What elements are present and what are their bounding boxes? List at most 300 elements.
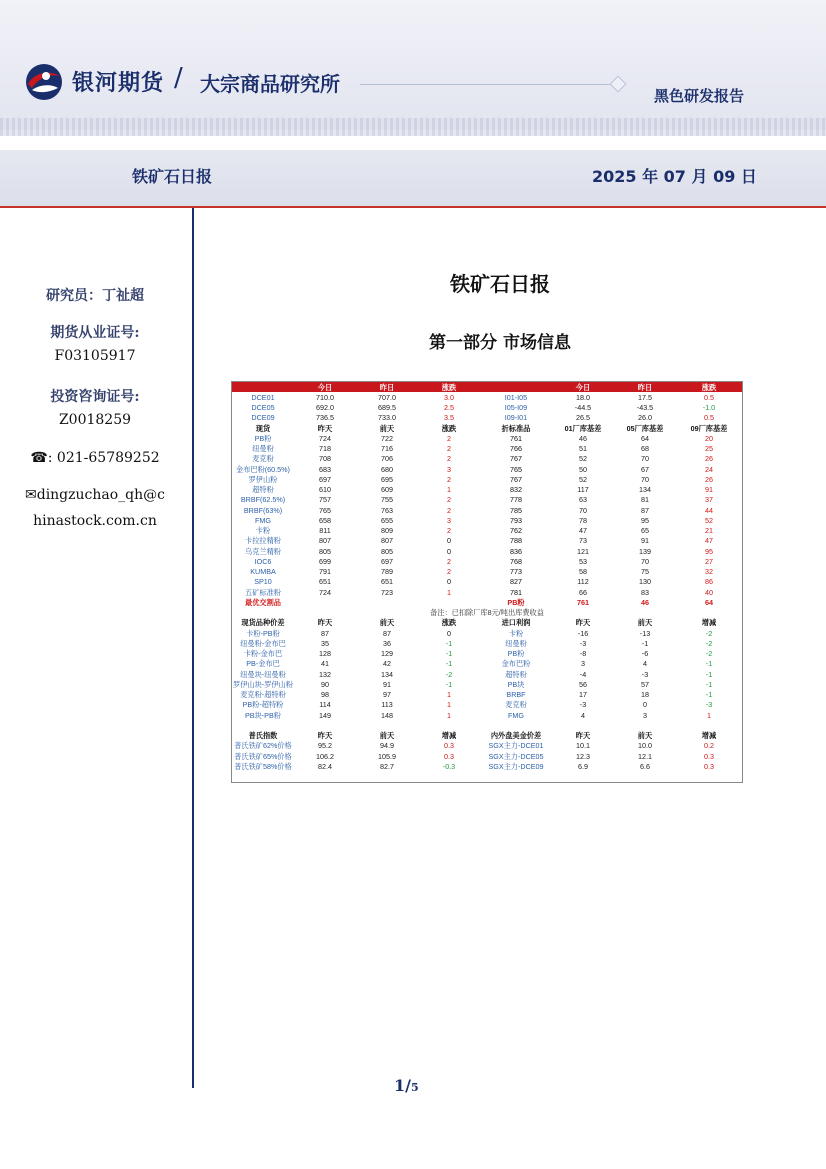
table-cell: 五矿标准粉 [245, 587, 281, 597]
table-cell: 83 [641, 587, 649, 597]
table-cell: 1 [447, 700, 451, 710]
table-cell: 金布巴粉(60.5%) [236, 464, 290, 474]
table-cell: 现货品种价差 [241, 618, 285, 628]
table-cell: 766 [510, 444, 522, 454]
table-cell: 卡粉-PB粉 [246, 628, 280, 638]
table-cell: 655 [381, 515, 393, 525]
table-cell: 0 [447, 577, 451, 587]
table-cell: 82.4 [318, 761, 332, 771]
table-cell: 95 [641, 515, 649, 525]
table-cell: I09-I01 [504, 413, 528, 423]
table-cell: 52 [705, 515, 713, 525]
table-cell: 52 [579, 474, 587, 484]
table-cell: 64 [705, 597, 713, 607]
table-cell: 26.0 [638, 413, 652, 423]
table-cell: 724 [319, 433, 331, 443]
table-cell: 610 [319, 485, 331, 495]
table-cell: 47 [705, 536, 713, 546]
table-cell: 1 [707, 710, 711, 720]
table-cell: 昨日 [614, 382, 676, 392]
table-cell: 昨日 [356, 382, 418, 392]
table-cell: 75 [641, 567, 649, 577]
table-cell: FMG [508, 710, 524, 720]
table-cell: 129 [381, 649, 393, 659]
galaxy-logo-icon [24, 62, 64, 102]
table-cell: 128 [319, 649, 331, 659]
table-cell: 651 [319, 577, 331, 587]
table-cell: 2 [447, 433, 451, 443]
sidebar-divider [192, 208, 194, 1088]
table-cell: I05-I09 [504, 403, 528, 413]
table-cell: 25 [705, 444, 713, 454]
table-cell: 前天 [379, 423, 395, 433]
email-line-2: hinastock.com.cn [33, 513, 157, 529]
table-cell: 64 [641, 433, 649, 443]
table-cell: IOC6 [254, 556, 272, 566]
table-cell: 10.0 [638, 741, 652, 751]
table-cell: 767 [510, 474, 522, 484]
table-cell: 87 [321, 628, 329, 638]
table-cell: 罗伊山粉 [248, 474, 278, 484]
table-cell: 762 [510, 526, 522, 536]
table-cell: 130 [639, 577, 651, 587]
table-cell: DCE01 [251, 392, 275, 402]
table-cell: 3 [447, 515, 451, 525]
table-cell: 716 [381, 444, 393, 454]
table-row [232, 526, 742, 536]
decorative-line [360, 84, 616, 85]
table-cell: 37 [705, 495, 713, 505]
table-cell: -3 [705, 700, 713, 710]
table-cell: 73 [579, 536, 587, 546]
table-cell: SP10 [254, 577, 272, 587]
table-cell: 17 [579, 690, 587, 700]
table-cell: 0.5 [704, 392, 714, 402]
table-cell: -6 [641, 649, 649, 659]
table-cell: 26 [705, 454, 713, 464]
table-cell: 1 [447, 710, 451, 720]
table-cell: 836 [510, 546, 522, 556]
table-cell: 148 [381, 710, 393, 720]
table-cell: 70 [641, 556, 649, 566]
table-cell: DCE09 [251, 413, 275, 423]
header-stripe [0, 118, 826, 136]
table-cell: -4 [579, 669, 587, 679]
table-cell: 乌克兰精粉 [245, 546, 281, 556]
table-cell: BRBF(62.5%) [240, 495, 286, 505]
table-row [232, 659, 742, 669]
table-cell: 785 [510, 505, 522, 515]
table-row [232, 751, 742, 761]
table-cell: 707.0 [378, 392, 396, 402]
table-cell: 768 [510, 556, 522, 566]
table-cell: 32 [705, 567, 713, 577]
table-cell: -1 [445, 649, 453, 659]
table-cell: 710.0 [316, 392, 334, 402]
table-cell: PB-金布巴 [246, 659, 280, 669]
table-cell: 86 [705, 577, 713, 587]
table-row [232, 638, 742, 648]
table-cell: 涨跌 [676, 382, 742, 392]
table-cell: 609 [381, 485, 393, 495]
table-cell: 前天 [379, 731, 395, 741]
table-cell: -43.5 [636, 403, 654, 413]
market-data-table [232, 382, 742, 772]
table-row [232, 597, 742, 607]
table-cell: -0.3 [442, 761, 456, 771]
table-cell [480, 382, 552, 392]
table-cell: 121 [577, 546, 589, 556]
table-cell: 折标准品 [501, 423, 531, 433]
table-cell: 651 [381, 577, 393, 587]
table-row [232, 710, 742, 720]
table-cell: 765 [510, 464, 522, 474]
table-cell: 63 [579, 495, 587, 505]
table-cell: 2 [447, 444, 451, 454]
table-cell: 昨天 [575, 731, 591, 741]
table-cell: 2.5 [444, 403, 454, 413]
table-row [232, 608, 742, 618]
table-cell: 18.0 [576, 392, 590, 402]
license-value: F03105917 [54, 348, 136, 364]
table-cell: 普氏铁矿62%价格 [234, 741, 292, 751]
table-cell: 05厂库基差 [626, 423, 664, 433]
table-cell: 1 [447, 485, 451, 495]
table-cell: 809 [381, 526, 393, 536]
table-cell: 113 [381, 700, 393, 710]
table-cell: 788 [510, 536, 522, 546]
table-cell: 麦克粉 [505, 700, 527, 710]
section-title: 第一部分 市场信息 [429, 333, 571, 353]
table-cell: 纽曼粉 [252, 444, 274, 454]
table-cell: FMG [255, 515, 271, 525]
table-cell: 773 [510, 567, 522, 577]
table-cell: 42 [383, 659, 391, 669]
table-cell: 涨跌 [418, 382, 480, 392]
table-cell [294, 597, 418, 607]
table-cell: -1 [705, 679, 713, 689]
table-cell: 前天 [637, 618, 653, 628]
table-cell: -1.0 [702, 403, 716, 413]
table-cell: 87 [641, 505, 649, 515]
table-cell: 680 [381, 464, 393, 474]
table-row [232, 761, 742, 771]
table-cell: DCE05 [251, 403, 275, 413]
table-cell: 2 [447, 495, 451, 505]
table-cell: BRBF [506, 690, 526, 700]
table-cell: 增减 [441, 731, 457, 741]
table-cell: 0 [643, 700, 647, 710]
table-cell: 0 [447, 536, 451, 546]
brand-divider: / [174, 63, 183, 93]
table-cell: 66 [579, 587, 587, 597]
table-cell: 0.5 [704, 413, 714, 423]
license-label: 期货从业证号: [50, 325, 140, 341]
table-cell: 781 [510, 587, 522, 597]
table-cell: 97 [383, 690, 391, 700]
report-type: 黑色研发报告 [654, 87, 745, 105]
table-row [232, 567, 742, 577]
table-row [232, 485, 742, 495]
table-cell: 昨天 [317, 618, 333, 628]
phone: ☎: 021-65789252 [30, 450, 160, 466]
table-cell: 736.5 [316, 413, 334, 423]
table-cell: 40 [705, 587, 713, 597]
table-cell: 昨天 [317, 423, 333, 433]
table-cell: 805 [319, 546, 331, 556]
table-cell: 46 [579, 433, 587, 443]
table-cell: 697 [319, 474, 331, 484]
table-cell: 备注：已扣除厂库8元/吨出库费收益 [430, 608, 544, 618]
table-row [232, 546, 742, 556]
table-cell: 10.1 [576, 741, 590, 751]
table-cell: 78 [579, 515, 587, 525]
table-cell: PB粉-超特粉 [242, 700, 284, 710]
table-cell: 47 [579, 526, 587, 536]
table-cell: -8 [579, 649, 587, 659]
table-cell: 805 [381, 546, 393, 556]
table-cell: 6.6 [640, 761, 650, 771]
table-cell: 791 [319, 567, 331, 577]
table-cell: 普氏指数 [248, 731, 278, 741]
table-cell: 1 [447, 587, 451, 597]
table-row [232, 679, 742, 689]
table-cell: 755 [381, 495, 393, 505]
table-cell: 718 [319, 444, 331, 454]
page-total: 5 [410, 1081, 419, 1094]
table-row [232, 495, 742, 505]
table-cell: 723 [381, 587, 393, 597]
page-current: 1/ [394, 1076, 411, 1095]
table-cell: 827 [510, 577, 522, 587]
table-cell: 98 [321, 690, 329, 700]
table-cell: 12.3 [576, 751, 590, 761]
table-row [232, 649, 742, 659]
table-cell: 罗伊山块-罗伊山粉 [233, 679, 293, 689]
table-cell: 增减 [701, 618, 717, 628]
table-cell: 卡粉-金布巴 [243, 649, 283, 659]
table-cell: 01厂库基差 [564, 423, 602, 433]
table-cell: -3 [579, 700, 587, 710]
table-cell: 46 [641, 597, 649, 607]
report-name: 铁矿石日报 [132, 167, 213, 186]
table-cell: -2 [705, 638, 713, 648]
table-cell: 超特粉 [252, 485, 274, 495]
researcher: 研究员：丁祉超 [46, 288, 144, 304]
table-cell: KUMBA [250, 567, 276, 577]
table-cell: -1 [705, 690, 713, 700]
table-cell: 普氏铁矿65%价格 [234, 751, 292, 761]
table-row [232, 505, 742, 515]
table-row [232, 464, 742, 474]
table-cell: 0.3 [704, 751, 714, 761]
table-cell: BRBF(63%) [243, 505, 283, 515]
table-cell: 87 [383, 628, 391, 638]
table-cell: 涨跌 [441, 618, 457, 628]
table-cell: 95 [705, 546, 713, 556]
table-cell: 涨跌 [441, 423, 457, 433]
table-cell: 56 [579, 679, 587, 689]
table-cell: 114 [319, 700, 331, 710]
email-line-1: ✉dingzuchao_qh@c [25, 487, 165, 503]
table-cell: 2 [447, 454, 451, 464]
table-cell: 134 [381, 669, 393, 679]
table-cell: 2 [447, 567, 451, 577]
table-cell: 0.3 [444, 751, 454, 761]
table-row [232, 423, 742, 433]
table-cell: 纽曼块-纽曼粉 [240, 669, 286, 679]
table-cell: 24 [705, 464, 713, 474]
table-cell: PB粉 [254, 433, 272, 443]
table-cell: 57 [641, 679, 649, 689]
table-cell: 761 [510, 433, 522, 443]
table-cell: 金布巴粉 [501, 659, 531, 669]
table-cell: 132 [319, 669, 331, 679]
table-cell: 67 [641, 464, 649, 474]
table-cell: 91 [383, 679, 391, 689]
table-cell: 0 [447, 546, 451, 556]
table-cell: 708 [319, 454, 331, 464]
table-cell: -1 [705, 669, 713, 679]
table-cell: 3.0 [444, 392, 454, 402]
table-cell: 689.5 [378, 403, 396, 413]
table-cell: 纽曼粉 [505, 638, 527, 648]
table-cell: 692.0 [316, 403, 334, 413]
table-cell: SGX主力-DCE01 [488, 741, 544, 751]
table-cell: 0 [447, 628, 451, 638]
table-cell: -1 [445, 679, 453, 689]
table-cell: -1 [445, 638, 453, 648]
table-cell: 2 [447, 526, 451, 536]
document-title: 铁矿石日报 [450, 272, 550, 296]
table-cell: 789 [381, 567, 393, 577]
table-cell: 最优交割品 [245, 597, 281, 607]
table-cell: -44.5 [574, 403, 592, 413]
table-cell: 70 [641, 474, 649, 484]
table-cell: 724 [319, 587, 331, 597]
table-cell: 134 [639, 485, 651, 495]
table-cell: 699 [319, 556, 331, 566]
table-cell: 3 [447, 464, 451, 474]
table-cell: 超特粉 [505, 669, 527, 679]
table-cell: 现货 [255, 423, 271, 433]
table-cell: 761 [577, 597, 589, 607]
table-cell: 81 [641, 495, 649, 505]
table-cell: PB粉 [507, 649, 525, 659]
table-cell: 139 [639, 546, 651, 556]
table-cell: 778 [510, 495, 522, 505]
table-cell: 卡粉 [508, 628, 524, 638]
table-row [232, 731, 742, 741]
table-cell: 2 [447, 474, 451, 484]
table-cell: 36 [383, 638, 391, 648]
institute-name: 大宗商品研究所 [200, 72, 340, 96]
table-cell: 20 [705, 433, 713, 443]
table-row [232, 515, 742, 525]
table-cell: -1 [445, 659, 453, 669]
table-cell: 94.9 [380, 741, 394, 751]
table-row [232, 690, 742, 700]
table-cell: 2 [447, 556, 451, 566]
table-cell: 35 [321, 638, 329, 648]
table-cell: 0.3 [704, 761, 714, 771]
table-cell: 今日 [552, 382, 614, 392]
table-cell: SGX主力-DCE09 [488, 761, 544, 771]
table-cell: -3 [641, 669, 649, 679]
consult-value: Z0018259 [58, 412, 132, 428]
table-cell: 50 [579, 464, 587, 474]
table-cell: 106.2 [316, 751, 334, 761]
table-cell: 4 [581, 710, 585, 720]
brand-name: 银河期货 [72, 71, 165, 96]
table-row [232, 741, 742, 751]
table-cell: 麦克粉-超特粉 [240, 690, 286, 700]
table-cell: 今日 [294, 382, 356, 392]
table-cell: 6.9 [578, 761, 588, 771]
table-cell: 70 [579, 505, 587, 515]
table-row [232, 403, 742, 413]
table-cell: 70 [641, 454, 649, 464]
table-cell: 733.0 [378, 413, 396, 423]
table-cell: 807 [381, 536, 393, 546]
table-cell: 82.7 [380, 761, 394, 771]
table-cell: -1 [705, 659, 713, 669]
table-cell: 683 [319, 464, 331, 474]
table-cell: -2 [705, 628, 713, 638]
table-cell: 91 [705, 485, 713, 495]
table-cell: 763 [381, 505, 393, 515]
table-row [232, 382, 742, 392]
table-cell: 832 [510, 485, 522, 495]
table-cell: 0.3 [444, 741, 454, 751]
table-row [232, 587, 742, 597]
spacer-cell [232, 720, 742, 730]
table-cell: 757 [319, 495, 331, 505]
table-row [232, 454, 742, 464]
table-cell: 765 [319, 505, 331, 515]
table-cell: 3.5 [444, 413, 454, 423]
table-cell: 昨天 [575, 618, 591, 628]
table-cell: 17.5 [638, 392, 652, 402]
table-cell: -2 [445, 669, 453, 679]
table-cell: 65 [641, 526, 649, 536]
table-row [232, 577, 742, 587]
table-row [232, 433, 742, 443]
consult-label: 投资咨询证号: [50, 389, 140, 405]
table-cell: PB块 [507, 679, 525, 689]
table-cell: 12.1 [638, 751, 652, 761]
table-cell: 105.9 [378, 751, 396, 761]
table-cell: 695 [381, 474, 393, 484]
table-cell: 149 [319, 710, 331, 720]
table-cell: 68 [641, 444, 649, 454]
table-cell: -2 [705, 649, 713, 659]
table-row [232, 720, 742, 730]
table-cell: 117 [577, 485, 589, 495]
table-cell: 进口利润 [501, 618, 531, 628]
table-cell: 增减 [701, 731, 717, 741]
table-cell: 90 [321, 679, 329, 689]
table-cell: 706 [381, 454, 393, 464]
table-row [232, 669, 742, 679]
page-number [394, 1076, 419, 1095]
table-cell: -1 [641, 638, 649, 648]
table-cell: 2 [447, 505, 451, 515]
table-cell: 52 [579, 454, 587, 464]
table-cell: 21 [705, 526, 713, 536]
table-cell: 722 [381, 433, 393, 443]
table-cell: -3 [579, 638, 587, 648]
